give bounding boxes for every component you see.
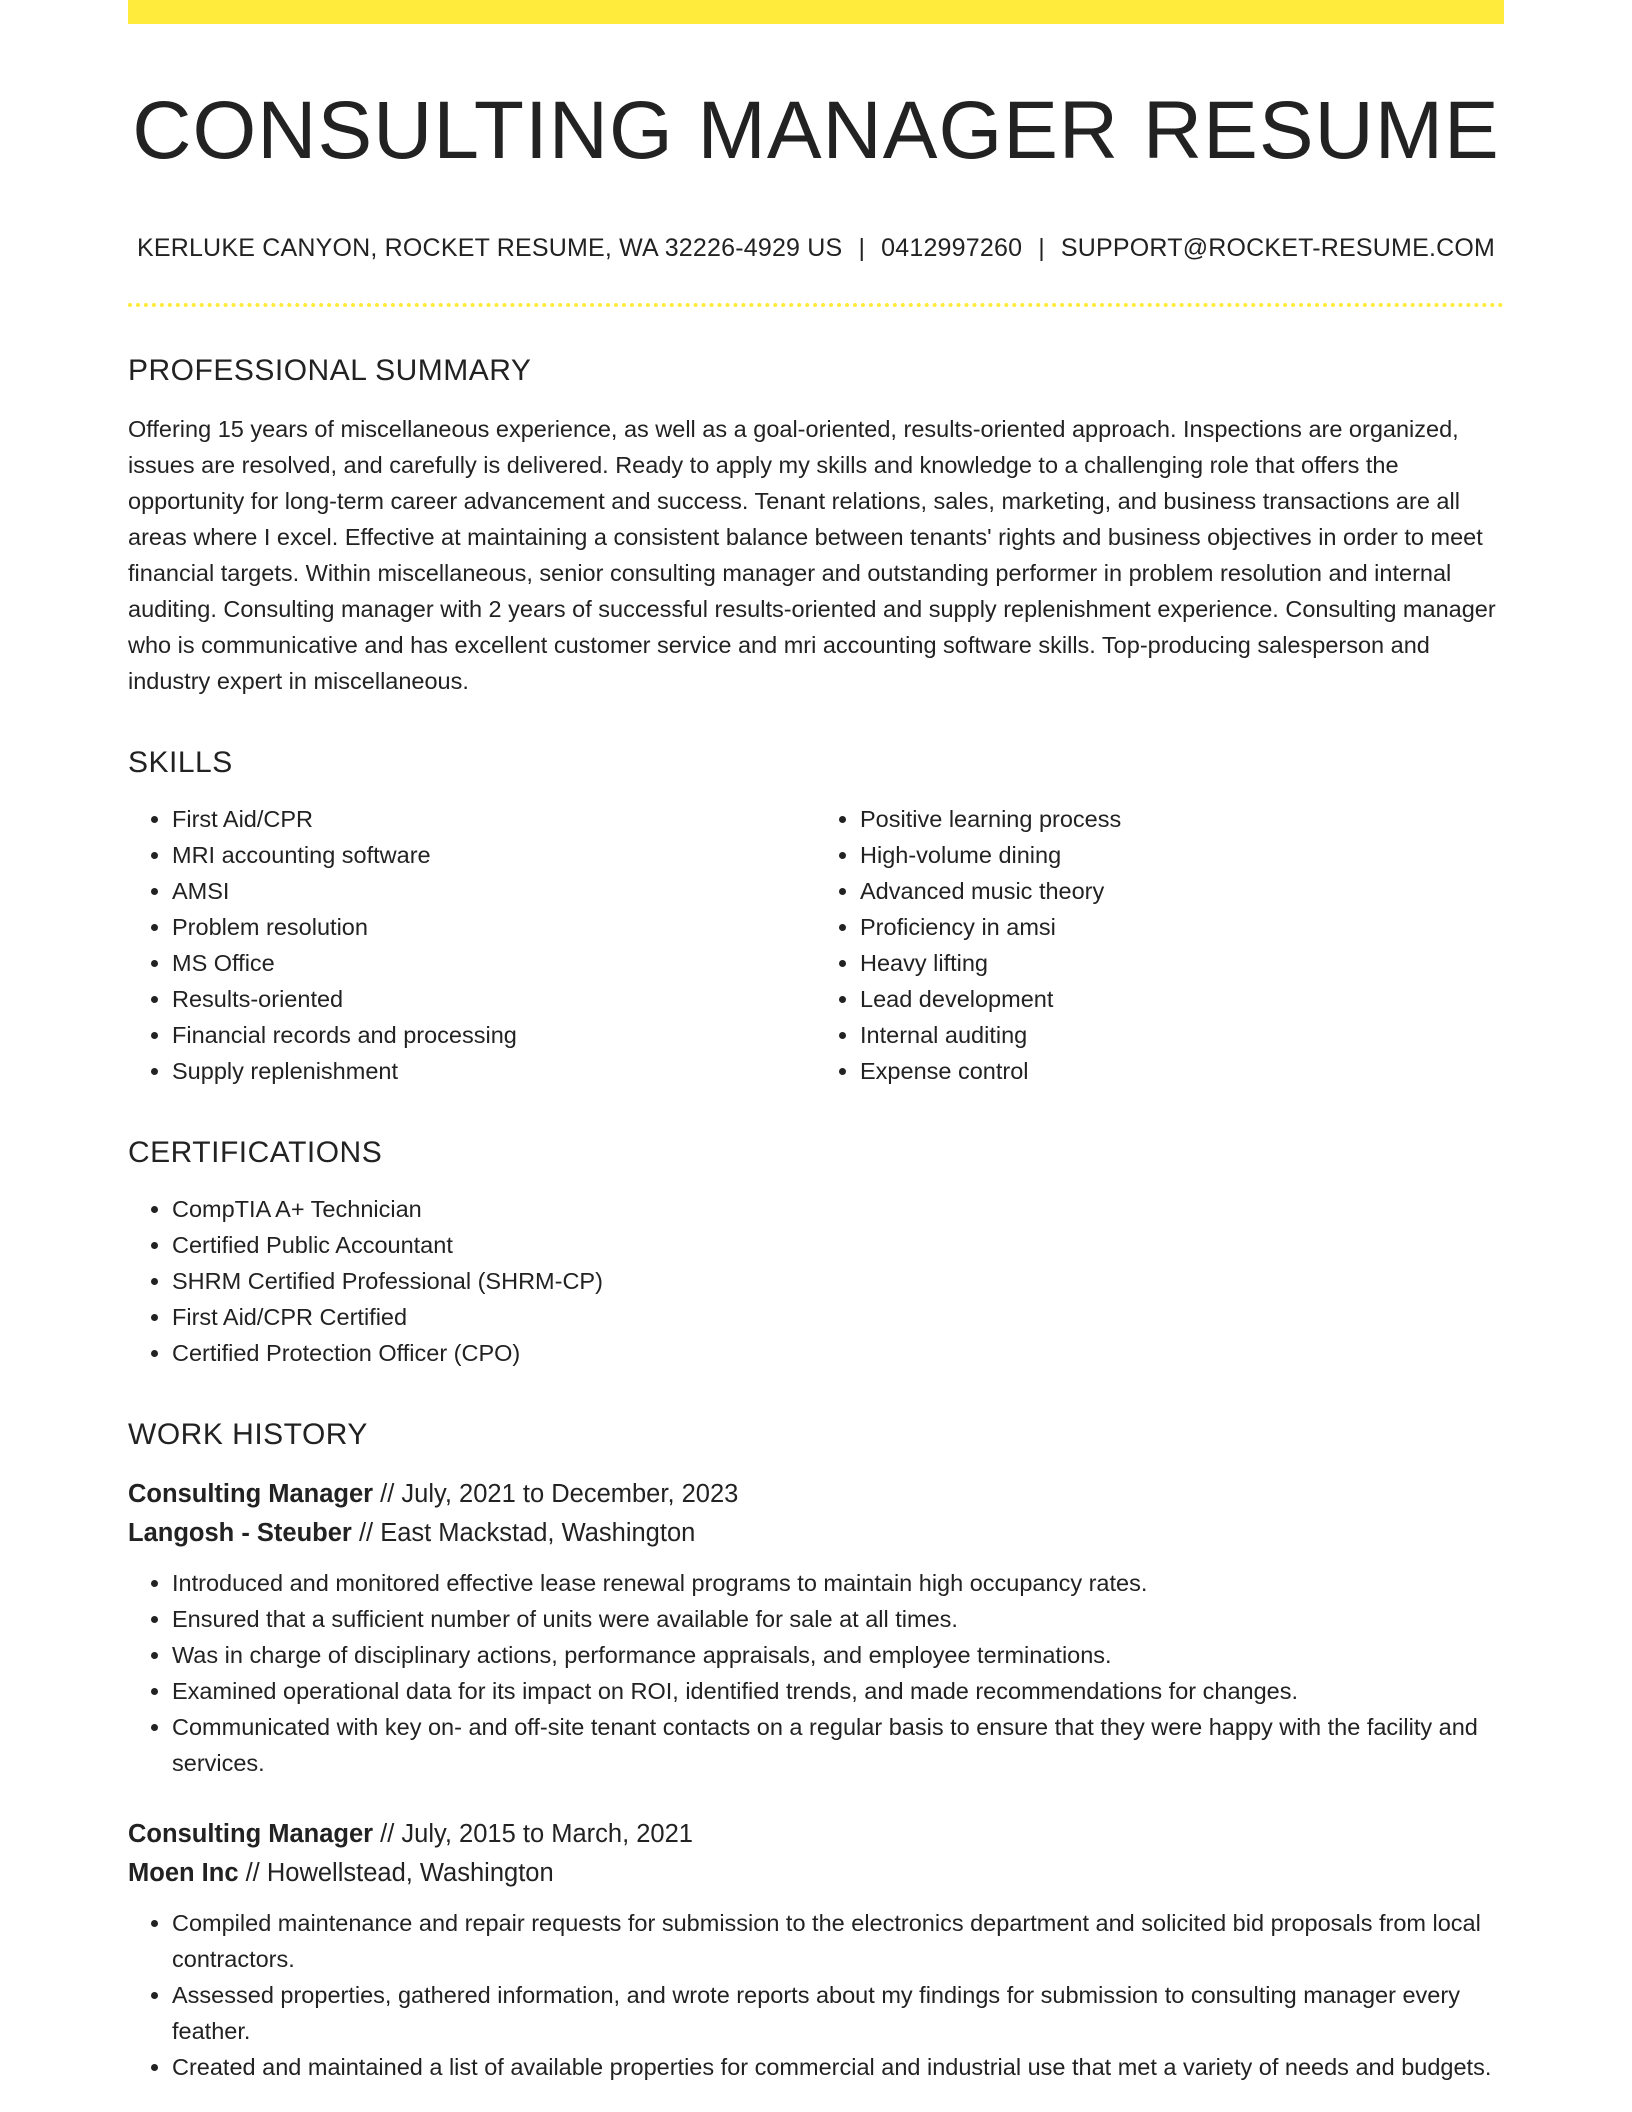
skill-item: • Financial records and processing	[172, 1017, 816, 1053]
skills-list-left	[128, 801, 816, 1089]
job-bullet: • Assessed properties, gathered information, and wrote reports about my findings for submission to consulting manager every feather.	[172, 1977, 1504, 2049]
job-bullets	[128, 1905, 1504, 2085]
contact-separator: |	[1038, 234, 1045, 263]
job-entry	[128, 1815, 1504, 2085]
work-history-section	[128, 1417, 1504, 2085]
skill-item: • Positive learning process	[860, 801, 1504, 837]
job-company-line	[128, 1514, 1504, 1553]
job-bullet: • Introduced and monitored effective lease renewal programs to maintain high occupancy rates.	[172, 1565, 1504, 1601]
job-company: Langosh - Steuber	[128, 1519, 352, 1548]
certification-item: • First Aid/CPR Certified	[172, 1299, 1504, 1335]
job-bullet: • Created and maintained a list of available properties for commercial and industrial use that met a variety of needs and budgets.	[172, 2049, 1504, 2085]
job-title-line	[128, 1475, 1504, 1514]
contact-line	[128, 234, 1504, 263]
skill-item: • Proficiency in amsi	[860, 909, 1504, 945]
certification-item: • SHRM Certified Professional (SHRM-CP)	[172, 1263, 1504, 1299]
job-title-line	[128, 1815, 1504, 1854]
job-title: Consulting Manager	[128, 1480, 374, 1509]
job-location: // Howellstead, Washington	[238, 1859, 554, 1888]
skill-item: • Expense control	[860, 1053, 1504, 1089]
contact-email: SUPPORT@ROCKET-RESUME.COM	[1060, 234, 1496, 263]
skill-item: • MRI accounting software	[172, 837, 816, 873]
summary-section	[128, 353, 1504, 699]
summary-text: Offering 15 years of miscellaneous experience, as well as a goal-oriented, results-oriented approach. Inspections are organized, issues are resolved, and carefully is delivered. Ready to apply my skills and knowledge to a challenging role that offers the opportunity for long-term career advancement and success. Tenant relations, sales, marketing, and business transactions are all areas where I excel. Effective at maintaining a consistent balance between tenants' rights and business objectives in order to meet financial targets. Within miscellaneous, senior consulting manager and outstanding performer in problem resolution and internal auditing. Consulting manager with 2 years of successful results-oriented and supply replenishment experience. Consulting manager who is communicative and has excellent customer service and mri accounting software skills. Top-producing salesperson and industry expert in miscellaneous.	[128, 416, 1496, 695]
skill-item: • AMSI	[172, 873, 816, 909]
resume-page	[128, 0, 1504, 2085]
skill-item: • MS Office	[172, 945, 816, 981]
dotted-divider	[128, 303, 1504, 307]
resume-title: CONSULTING MANAGER RESUME	[132, 85, 1500, 176]
job-dates: // July, 2015 to March, 2021	[373, 1820, 693, 1849]
job-dates: // July, 2021 to December, 2023	[373, 1480, 739, 1509]
skill-item: • Results-oriented	[172, 981, 816, 1017]
section-heading-certifications: CERTIFICATIONS	[128, 1136, 383, 1170]
job-bullet: • Communicated with key on- and off-site tenant contacts on a regular basis to ensure that they were happy with the facility and services.	[172, 1709, 1504, 1781]
job-company-line	[128, 1854, 1504, 1893]
skill-item: • Heavy lifting	[860, 945, 1504, 981]
certifications-section	[128, 1135, 1504, 1371]
skill-item: • High-volume dining	[860, 837, 1504, 873]
skill-item: • Advanced music theory	[860, 873, 1504, 909]
job-location: // East Mackstad, Washington	[351, 1519, 696, 1548]
certification-item: • Certified Protection Officer (CPO)	[172, 1335, 1504, 1371]
skills-section	[128, 745, 1504, 1089]
job-bullet: • Was in charge of disciplinary actions, performance appraisals, and employee terminations.	[172, 1637, 1504, 1673]
accent-top-bar	[128, 0, 1504, 24]
job-bullet: • Compiled maintenance and repair requests for submission to the electronics department and solicited bid proposals from local contractors.	[172, 1905, 1504, 1977]
certification-item: • CompTIA A+ Technician	[172, 1191, 1504, 1227]
job-bullet: • Examined operational data for its impact on ROI, identified trends, and made recommendations for changes.	[172, 1673, 1504, 1709]
section-heading-work-history: WORK HISTORY	[128, 1418, 368, 1452]
skill-item: • Problem resolution	[172, 909, 816, 945]
contact-address: KERLUKE CANYON, ROCKET RESUME, WA 32226-4929 US	[136, 234, 843, 263]
job-bullets	[128, 1565, 1504, 1781]
contact-phone: 0412997260	[881, 234, 1023, 263]
skill-item: • First Aid/CPR	[172, 801, 816, 837]
contact-separator: |	[858, 234, 866, 263]
section-heading-skills: SKILLS	[128, 746, 233, 780]
certification-item: • Certified Public Accountant	[172, 1227, 1504, 1263]
skill-item: • Lead development	[860, 981, 1504, 1017]
skill-item: • Internal auditing	[860, 1017, 1504, 1053]
certifications-list	[128, 1191, 1504, 1371]
skills-list-right	[816, 801, 1504, 1089]
skill-item: • Supply replenishment	[172, 1053, 816, 1089]
job-entry	[128, 1475, 1504, 1781]
skills-grid	[128, 781, 1504, 1089]
job-company: Moen Inc	[128, 1859, 239, 1888]
job-title: Consulting Manager	[128, 1820, 374, 1849]
job-bullet: • Ensured that a sufficient number of units were available for sale at all times.	[172, 1601, 1504, 1637]
section-heading-summary: PROFESSIONAL SUMMARY	[128, 354, 532, 388]
